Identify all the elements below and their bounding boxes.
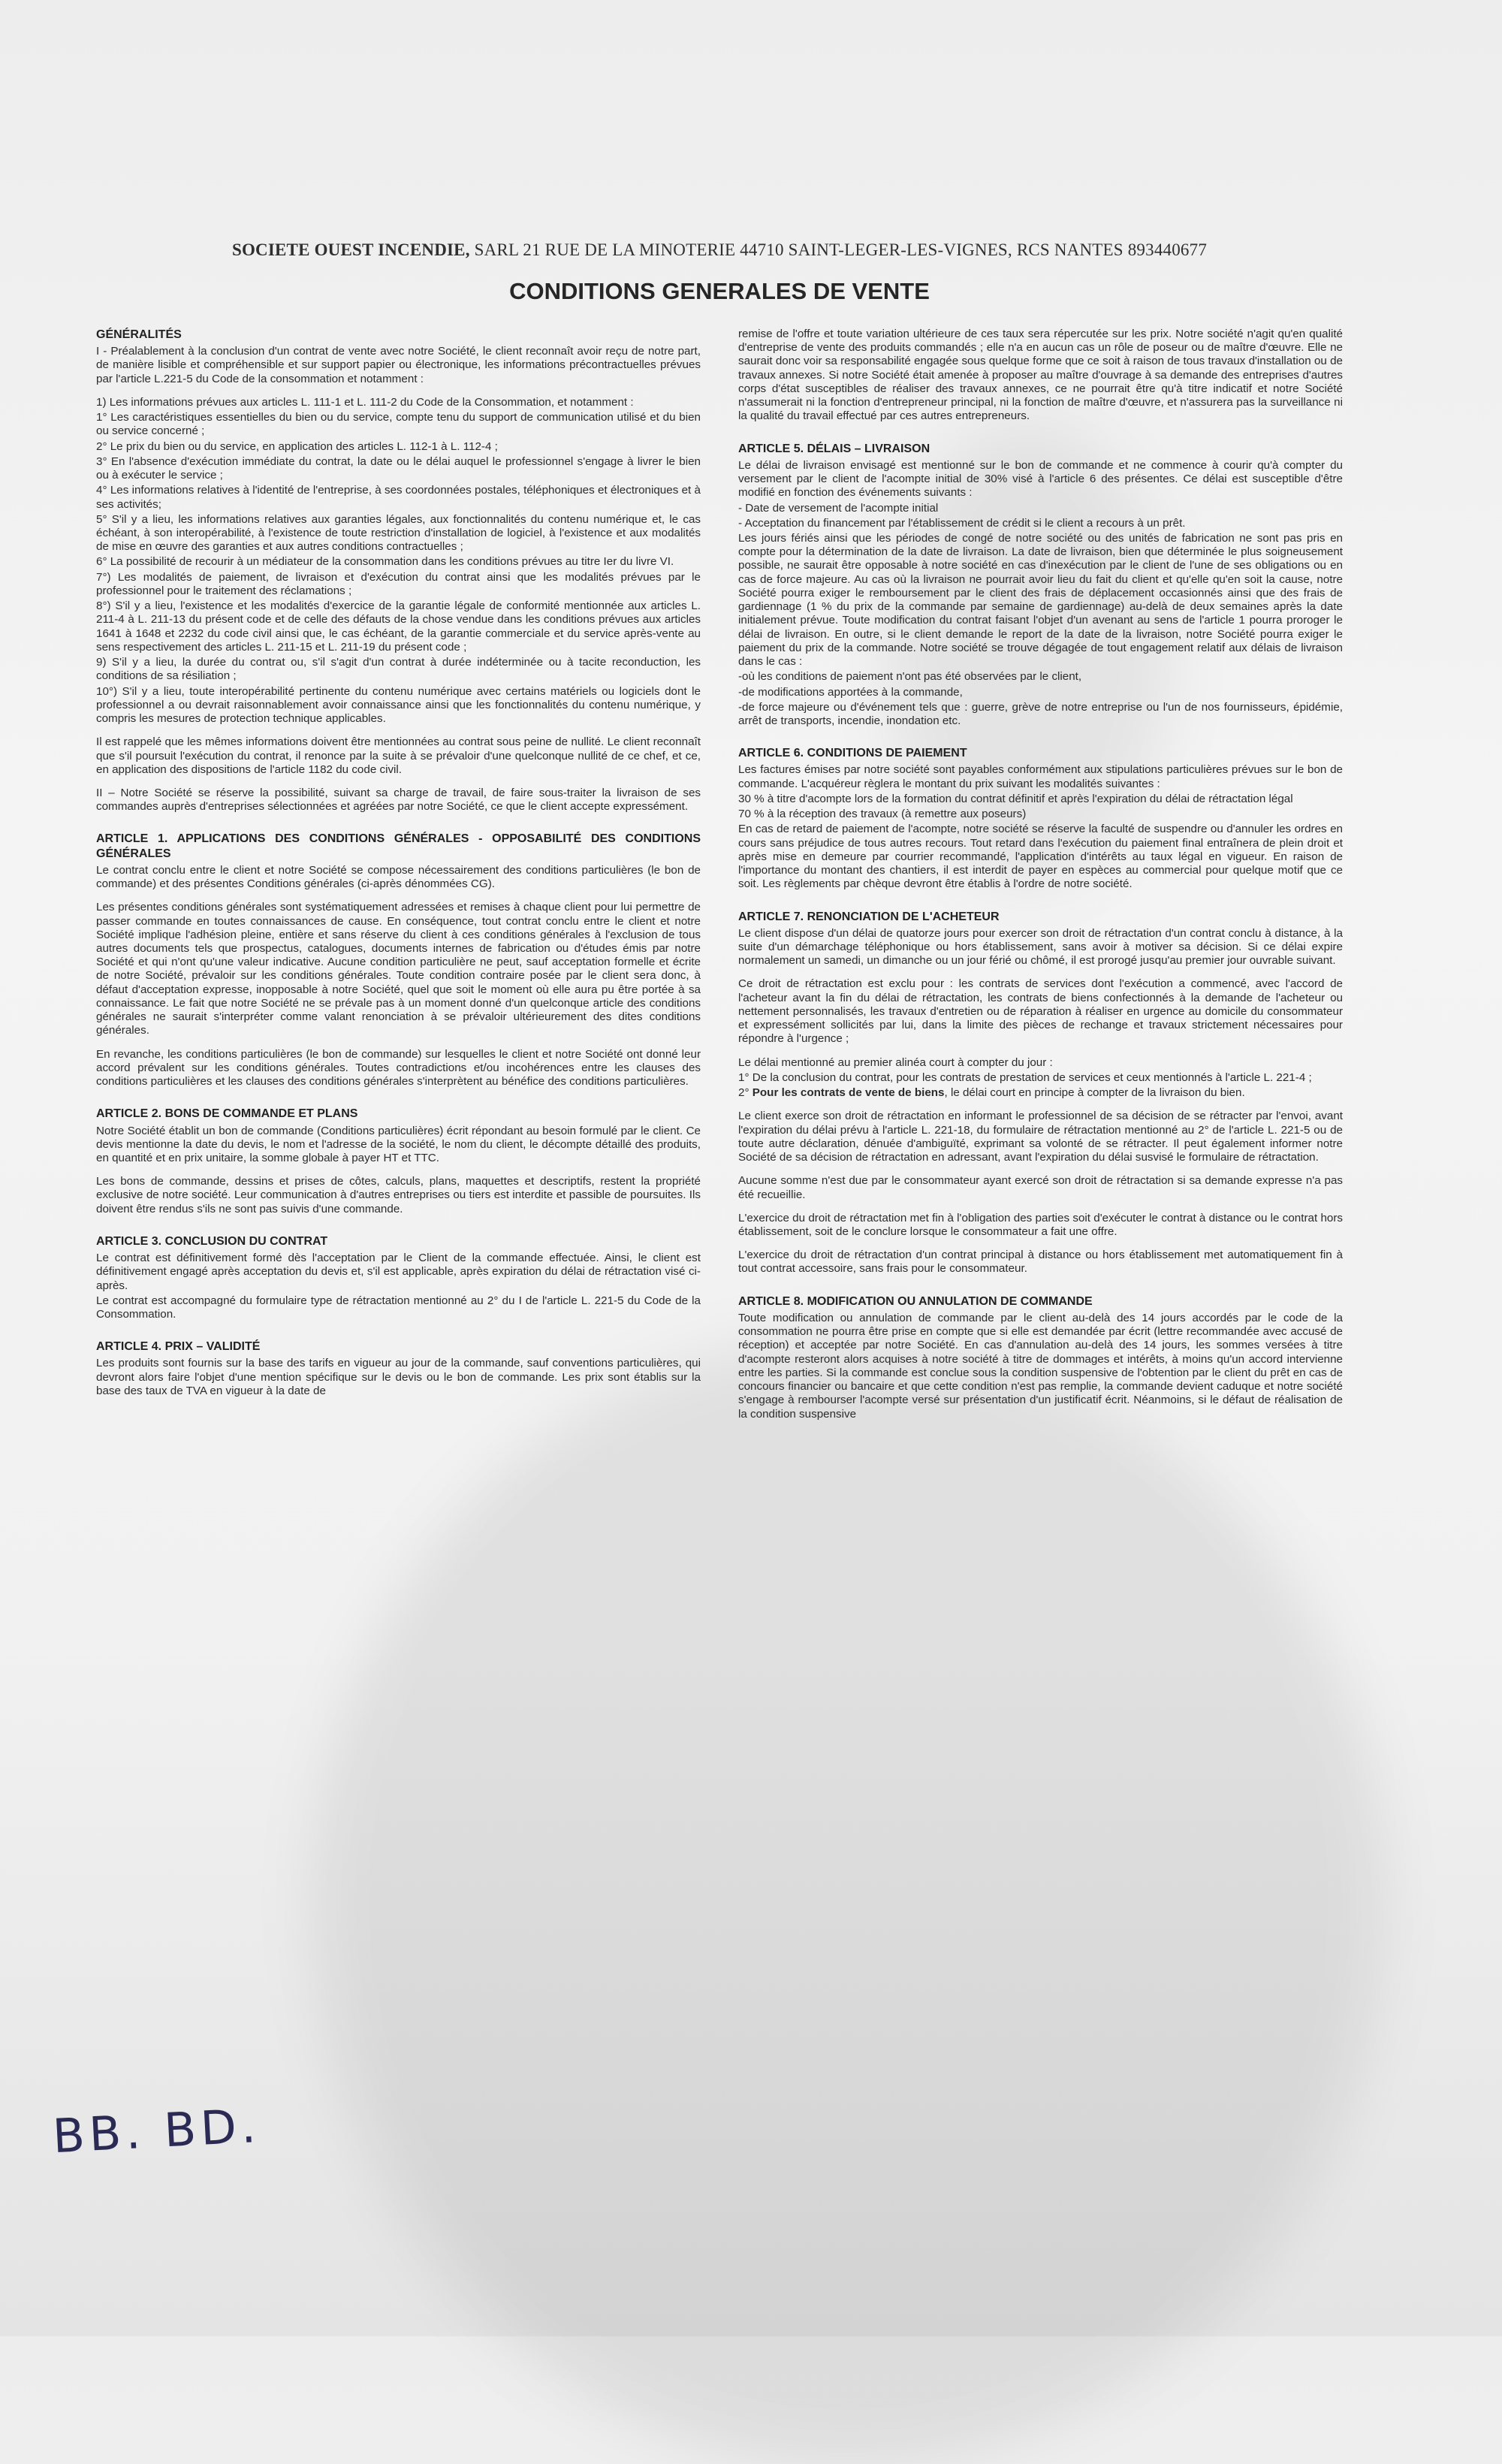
document-page xyxy=(96,240,1343,1431)
list-item: -de force majeure ou d'événement tels que : guerre, grève de notre entreprise ou l'un de nos fournisseurs, épidémie, arrêt de transports, incendie, inondation etc. xyxy=(738,700,1343,728)
paragraph: Les bons de commande, dessins et prises de côtes, calculs, plans, maquettes et descriptifs, restent la propriété exclusive de notre société. Leur communication à d'autres entreprises ou tiers est interdite et passible de poursuites. Ils doivent être rendus s'ils ne sont pas suivis d'une commande. xyxy=(96,1175,701,1215)
list-item: 2° Le prix du bien ou du service, en application des articles L. 112-1 à L. 112-4 ; xyxy=(96,439,498,453)
article-heading: ARTICLE 8. MODIFICATION OU ANNULATION DE COMMANDE xyxy=(738,1294,1093,1308)
paragraph: I - Préalablement à la conclusion d'un contrat de vente avec notre Société, le client reconnaît avoir reçu de notre part, de manière lisible et compréhensible et sur support papier ou électronique, les informations précontractuelles prévues par l'article L.221-5 du Code de la consommation et notamment : xyxy=(96,345,701,385)
paragraph: Notre Société établit un bon de commande (Conditions particulières) écrit répondant au besoin formulé par le client. Ce devis mentionne la date du devis, le nom et l'adresse de la société, le nom du client, le décompte détaillé des produits, en quantité et en prix unitaire, la somme globale à payer HT et TTC. xyxy=(96,1124,701,1164)
shadow-body xyxy=(315,1337,1382,2464)
list-item: 8°) S'il y a lieu, l'existence et les modalités d'exercice de la garantie légale de conformité mentionnée aux articles L. 211-4 à L. 211-13 du présent code et de celle des défauts de la chose vendue dans les conditions prévues aux articles 1641 à 1648 et 2232 du code civil ainsi que, le cas échéant, de la garantie commerciale et du service après-vente au sens respectivement des articles L. 211-15 et L. 211-19 du présent code ; xyxy=(96,599,701,654)
list-item: 3° En l'absence d'exécution immédiate du contrat, la date ou le délai auquel le professionnel s'engage à livrer le bien ou à exécuter le service ; xyxy=(96,454,701,482)
paragraph: Les factures émises par notre société sont payables conformément aux stipulations particulières prévues sur le bon de commande. L'acquéreur règlera le montant du prix suivant les modalités suivantes : xyxy=(738,763,1343,790)
company-header xyxy=(96,240,1343,260)
paragraph: L'exercice du droit de rétractation d'un contrat principal à distance ou hors établissement met automatiquement fin à tout contrat accessoire, sans frais pour le consommateur. xyxy=(738,1249,1343,1276)
columns xyxy=(96,328,1343,1431)
article-heading: ARTICLE 2. BONS DE COMMANDE ET PLANS xyxy=(96,1107,358,1121)
right-column xyxy=(738,328,1343,1431)
paragraph xyxy=(738,1086,1343,1100)
paragraph: 1) Les informations prévues aux articles L. 111-1 et L. 111-2 du Code de la Consommation, et notamment : xyxy=(96,395,634,409)
list-item: 7°) Les modalités de paiement, de livraison et d'exécution du contrat ainsi que les modalités prévues par le professionnel pour le traitement des réclamations ; xyxy=(96,570,701,597)
paragraph: Aucune somme n'est due par le consommateur ayant exercé son droit de rétractation si sa demande expresse n'a pas été recueillie. xyxy=(738,1174,1343,1201)
article-heading: ARTICLE 3. CONCLUSION DU CONTRAT xyxy=(96,1234,328,1248)
left-column xyxy=(96,328,701,1431)
paragraph: Le délai mentionné au premier alinéa court à compter du jour : xyxy=(738,1055,1053,1069)
list-item: -de modifications apportées à la commande, xyxy=(738,685,963,699)
paragraph: Le contrat conclu entre le client et notre Société se compose nécessairement des conditions particulières (le bon de commande) et des présentes Conditions générales (ci-après dénommées CG). xyxy=(96,863,701,891)
list-item: - Acceptation du financement par l'établissement de crédit si le client a recours à un prêt. xyxy=(738,516,1186,530)
article-heading: ARTICLE 6. CONDITIONS DE PAIEMENT xyxy=(738,747,967,760)
paragraph: Toute modification ou annulation de commande par le client au-delà des 14 jours accordés par le code de la consommation ne pourra être prise en compte que si elle est demandée par écrit (lettre recommandée avec accusé de réception) et acceptée par notre Société. En cas d'annulation au-delà des 14 jours, les sommes versées à titre d'acompte resteront alors acquises à notre société à titre de dommages et intérêts, à moins qu'un accord intervienne entre les parties. Si la commande est conclue sous la condition suspensive de l'obtention par le client du prêt en cas de concours financier ou bancaire et que cette condition n'est pas remplie, la commande devient caduque et notre société s'engage à rembourser l'acompte versé sur présentation d'un justificatif écrit. Néanmoins, si le défaut de réalisation de la condition suspensive xyxy=(738,1311,1343,1421)
document-title: CONDITIONS GENERALES DE VENTE xyxy=(509,278,930,304)
paragraph: Le client dispose d'un délai de quatorze jours pour exercer son droit de rétractation d'un contrat conclu à distance, à la suite d'un démarchage téléphonique ou hors établissement, sans avoir à motiver sa décision. Si ce délai expire normalement un samedi, un dimanche ou un jour férié ou chômé, il est prorogé jusqu'au premier jour ouvrable suivant. xyxy=(738,926,1343,968)
list-item: - Date de versement de l'acompte initial xyxy=(738,501,939,515)
list-item: 10°) S'il y a lieu, toute interopérabilité pertinente du contenu numérique avec certains matériels ou logiciels dont le professionnel a ou devrait raisonnablement avoir connaissance ainsi que les fonctionnalités du contenu numérique, y compris les mesures de protection technique applicables. xyxy=(96,684,701,726)
list-item: 5° S'il y a lieu, les informations relatives aux garanties légales, aux fonctionnalités du contenu numérique et, le cas échéant, à son interopérabilité, à l'existence de toute restriction d'installation de logiciel, à l'existence et aux modalités de mise en œuvre des garanties et aux autres conditions contractuelles ; xyxy=(96,512,701,554)
handwritten-initials: BB. BD. xyxy=(51,2097,262,2164)
list-item: -où les conditions de paiement n'ont pas été observées par le client, xyxy=(738,670,1082,684)
paragraph: Le délai de livraison envisagé est mentionné sur le bon de commande et ne commence à courir qu'à compter du versement par le client de l'acompte initial de 30% visé à l'article 6 des présentes. Ce délai est susceptible d'être modifié en fonction des événements suivants : xyxy=(738,458,1343,500)
list-item: 70 % à la réception des travaux (à remettre aux poseurs) xyxy=(738,808,1027,821)
article-heading: ARTICLE 5. DÉLAIS – LIVRAISON xyxy=(738,442,930,455)
list-item: 1° Les caractéristiques essentielles du bien ou du service, compte tenu du support de communication utilisé et du bien ou service concerné ; xyxy=(96,411,701,438)
paragraph: Ce droit de rétractation est exclu pour : les contrats de services dont l'exécution a commencé, avec l'accord de l'acheteur avant la fin du délai de rétractation, les contrats de biens confectionnés à la demande de l'acheteur ou nettement personnalisés, les travaux d'entretien ou de réparation à réaliser en urgence au domicile du consommateur et expressément sollicités par lui, dans la limite des pièces de rechange et travaux strictement nécessaires pour répondre à l'urgence ; xyxy=(738,977,1343,1046)
paragraph: Le client exerce son droit de rétractation en informant le professionnel de sa décision de se rétracter par l'envoi, avant l'expiration du délai prévu à l'article L. 221-18, du formulaire de rétractation mentionné au 2° de l'article L. 221-5 ou de toute autre déclaration, dénuée d'ambiguïté, exprimant sa volonté de se rétracter. Il peut également informer notre Société de sa décision de rétractation en adressant, avant l'expiration du délai susvisé le formulaire de rétractation. xyxy=(738,1110,1343,1164)
list-item: 4° Les informations relatives à l'identité de l'entreprise, à ses coordonnées postales, téléphoniques et électroniques et à ses activités; xyxy=(96,484,701,511)
company-name: SOCIETE OUEST INCENDIE, xyxy=(231,240,470,259)
article-heading: ARTICLE 1. APPLICATIONS DES CONDITIONS GÉNÉRALES - OPPOSABILITÉ DES CONDITIONS GÉNÉRALES xyxy=(96,832,701,860)
paragraph: remise de l'offre et toute variation ultérieure de ces taux sera répercutée sur les prix. Notre société n'agit qu'en qualité d'entreprise de vente des produits commandés ; elle n'a en aucun cas un rôle de poseur ou de maître d'œuvre. Elle ne saurait donc voir sa responsabilité engagée sous quelque forme que ce soit à raison de tous travaux d'installation ou de travaux annexes. Si notre Société était amenée à proposer au maître d'ouvrage à sa demande des entreprises d'autres corps d'état susceptibles de réaliser des travaux annexes, ce ne pourrait être qu'à titre indicatif et notre Société n'assumerait ni la fonction d'entrepreneur principal, ni la fonction de maître d'œuvre, et n'assurera pas la surveillance ni la qualité du travail effectué par ces autres entrepreneurs. xyxy=(738,328,1343,423)
list-item: 30 % à titre d'acompte lors de la formation du contrat définitif et après l'expiration du délai de rétractation légal xyxy=(738,792,1293,805)
item-text: , le délai court en principe à compter de la livraison du bien. xyxy=(944,1086,1245,1100)
paragraph: II – Notre Société se réserve la possibilité, suivant sa charge de travail, de faire sous-traiter la livraison de ses commandes auprès d'entreprises sélectionnées et agréées par notre Société, ce que le client accepte expressément. xyxy=(96,786,701,814)
paragraph: En revanche, les conditions particulières (le bon de commande) sur lesquelles le client et notre Société ont donné leur accord prévalent sur les conditions générales. Toutes contradictions et/ou incohérences entre les clauses des conditions particulières et les clauses des conditions générales s'interprètent au bénéfice des conditions particulières. xyxy=(96,1047,701,1089)
paragraph: 1° De la conclusion du contrat, pour les contrats de prestation de services et ceux mentionnés à l'article L. 221-4 ; xyxy=(738,1070,1312,1084)
paragraph: Les produits sont fournis sur la base des tarifs en vigueur au jour de la commande, sauf conventions particulières, qui devront alors faire l'objet d'une mention spécifique sur le devis ou le bon de commande. Les prix sont établis sur la base des taux de TVA en vigueur à la date de xyxy=(96,1357,701,1397)
list-item: 6° La possibilité de recourir à un médiateur de la consommation dans les conditions prévues au titre Ier du livre VI. xyxy=(96,555,674,569)
article-heading: ARTICLE 7. RENONCIATION DE L'ACHETEUR xyxy=(738,910,1000,923)
paragraph: L'exercice du droit de rétractation met fin à l'obligation des parties soit d'exécuter le contrat à distance ou le contrat hors établissement, soit de le conclure lorsque le consommateur a fait une offre. xyxy=(738,1211,1343,1238)
paragraph: Les présentes conditions générales sont systématiquement adressées et remises à chaque client pour lui permettre de passer commande en toutes connaissances de cause. En conséquence, tout contrat conclu entre le client et notre Société implique l'adhésion pleine, entière et sans réserve du client à ces conditions générales à l'exclusion de tous autres documents tels que prospectus, catalogues, documents internes de fabrication ou d'études émis par notre Société et qui n'ont qu'une valeur indicative. Aucune condition particulière ne peut, sauf acceptation formelle et écrite de notre Société, prévaloir sur les conditions générales. Toute condition contraire posée par le client sera donc, à défaut d'acceptation expresse, inopposable à notre Société, quel que soit le moment où elle aura pu être portée à sa connaissance. Le fait que notre Société ne se prévale pas à un moment donné d'un quelconque article des conditions générales ne saurait s'interpréter comme valant renonciation à se prévaloir ultérieurement des dites conditions générales. xyxy=(96,901,701,1037)
paragraph: Le contrat est accompagné du formulaire type de rétractation mentionné au 2° du I de l'article L. 221-5 du Code de la Consommation. xyxy=(96,1294,701,1321)
paragraph: En cas de retard de paiement de l'acompte, notre société se réserve la faculté de suspendre ou d'annuler les ordres en cours sans préjudice de tous autres recours. Tout retard dans l'exécution du paiement final entraînera de plein droit et après mise en demeure par courrier recommandé, l'application d'intérêts au taux légal en vigueur. En raison de l'importance du montant des chantiers, il est interdit de payer en espèces au commercial pour quelque motif que ce soit. Les règlements par chèque devront être établis à l'ordre de notre société. xyxy=(738,823,1343,891)
bold-phrase: Pour les contrats de vente de biens xyxy=(752,1086,945,1100)
item-number: 2° xyxy=(738,1086,749,1100)
article-heading: ARTICLE 4. PRIX – VALIDITÉ xyxy=(96,1340,261,1354)
company-details: SARL 21 RUE DE LA MINOTERIE 44710 SAINT-LEGER-LES-VIGNES, RCS NANTES 893440677 xyxy=(474,240,1208,259)
section-heading: GÉNÉRALITÉS xyxy=(96,328,182,341)
paragraph: Les jours fériés ainsi que les périodes de congé de notre société ou des unités de fabrication ne sont pas pris en compte pour la détermination de la date de livraison. La date de livraison, bien que déterminée le plus soigneusement possible, ne saurait être opposable à notre société en cas d'inexécution par le client de l'une de ses obligations ou en cas de force majeure. Au cas où la livraison ne pourrait avoir lieu du fait du client et qu'elle qu'en soit la cause, notre Société pourra exiger le remboursement par le client des frais de déplacement occasionnés ainsi que des frais de gardiennage (1 % du prix de la commande par semaine de gardiennage) au-delà de deux semaines après la date initialement prévue. Toute modification du contrat faisant l'objet d'un avenant au sens de l'article 1 pourra proroger le délai de livraison. En outre, si le client demande le report de la date de la livraison, notre Société pourra exiger le paiement du prix de la commande. Notre société se trouve dégagée de tout engagement relatif aux délais de livraison dans le cas : xyxy=(738,532,1343,669)
paragraph: Le contrat est définitivement formé dès l'acceptation par le Client de la commande effectuée. Ainsi, le client est définitivement engagé après acceptation du devis et, s'il est applicable, après expiration du délai de rétractation visé ci-après. xyxy=(96,1252,701,1292)
list-item: 9) S'il y a lieu, la durée du contrat ou, s'il s'agit d'un contrat à durée indéterminée ou à tacite reconduction, les conditions de sa résiliation ; xyxy=(96,656,701,683)
paragraph: Il est rappelé que les mêmes informations doivent être mentionnées au contrat sous peine de nullité. Le client reconnaît que s'il poursuit l'exécution du contrat, il renonce par la suite à se prévaloir d'une quelconque nullité de ce chef, et ce, en application des dispositions de l'article 1182 du code civil. xyxy=(96,735,701,776)
